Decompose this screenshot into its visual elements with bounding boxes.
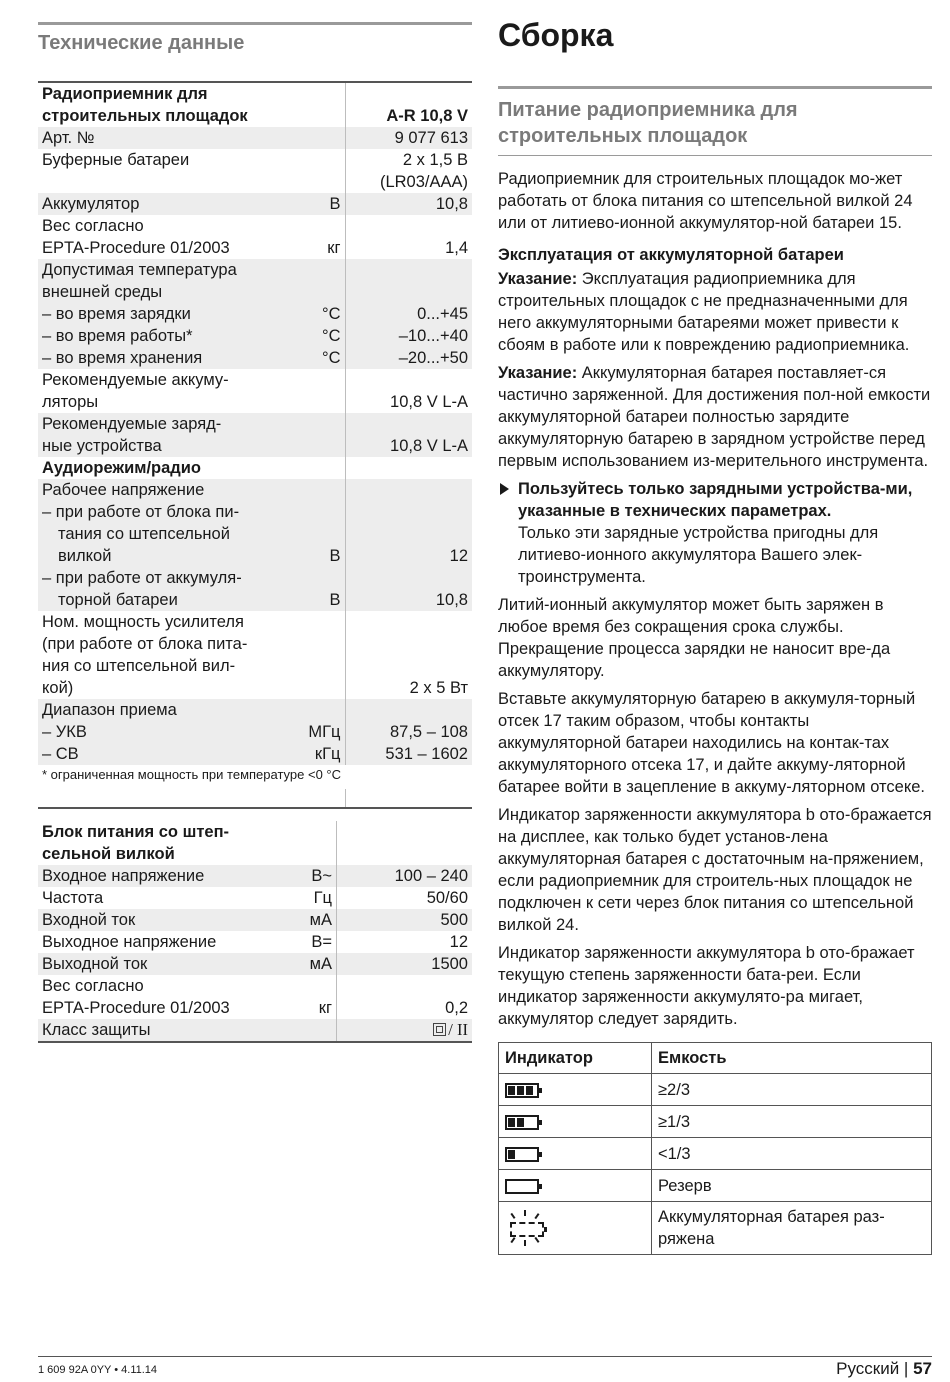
table-row: Аккумулятор В 10,8	[38, 193, 472, 215]
note-paragraph: Указание: Эксплуатация радиоприемника для строительных площадок с не предназначенными для него аккумуляторными батареями может привести к сбоям в работе или к повреждению радиоприемника.	[498, 270, 910, 354]
battery-operation-subheading: Эксплуатация от аккумуляторной батареи	[498, 246, 844, 264]
table-row	[38, 789, 472, 808]
table-row: Рекомендуемые заряд- ные устройства 10,8 V L-A	[38, 413, 472, 457]
audio-heading: Аудиорежим/радио	[42, 459, 201, 477]
table-row: Входное напряжение В~ 100 – 240	[38, 865, 472, 887]
instruction-bullet: Пользуйтесь только зарядными устройства-ми, указанные в технических параметрах. Только эти зарядные устройства пригодны для литиево-ионного аккумулятора Вашего элек-троинструмента.	[498, 478, 932, 588]
protection-class-icon	[433, 1023, 446, 1036]
table-row: ≥1/3	[499, 1106, 932, 1138]
battery-empty-icon	[505, 1179, 539, 1194]
psu-spec-table	[38, 821, 472, 1043]
psu-title-line1: Блок питания со штеп-	[42, 823, 230, 841]
table-row: Аккумуляторная батарея раз-ряжена	[499, 1202, 932, 1255]
table-row	[38, 821, 472, 865]
paragraph: Вставьте аккумуляторную батарею в аккумуля-торный отсек 17 таким образом, чтобы контакты аккумуляторной батареи находились на контак-тах аккумуляторного отсека 17, и дайте аккуму-ляторной батарее войти в зацепление в аккуму-ляторном отсеке.	[498, 690, 926, 796]
footer-separator: |	[903, 1359, 909, 1378]
table-row: Частота Гц 50/60	[42, 889, 468, 907]
assembly-column	[498, 14, 932, 1255]
battery-2-bars-icon	[505, 1115, 539, 1130]
table-row: ≥2/3	[499, 1074, 932, 1106]
radio-title-line1: Радиоприемник для	[42, 85, 208, 103]
temperature-footnote: * ограниченная мощность при температуре <0 °C	[42, 767, 342, 782]
table-row: <1/3	[499, 1138, 932, 1170]
page-footer	[836, 1359, 932, 1379]
indicator-column-header: Индикатор	[499, 1043, 652, 1074]
note-paragraph: Указание: Аккумуляторная батарея поставляет-ся частично заряженной. Для достижения пол-ной емкости аккумуляторной батареи полностью зарядите аккумуляторную батарею в зарядном устройстве перед первым использованием из-мерительного инструмента.	[498, 364, 931, 470]
table-row: Входной ток мА 500	[38, 909, 472, 931]
document-code: 1 609 92A 0YY • 4.11.14	[38, 1364, 158, 1376]
technical-data-heading: Технические данные	[38, 22, 472, 61]
table-row	[38, 82, 472, 127]
model-name: A-R 10,8 V	[345, 82, 472, 127]
table-row: Диапазон приема – УКВ – СВ МГц кГц 87,5 – 108 531 – 1602	[38, 699, 472, 765]
page-number: 57	[913, 1359, 932, 1378]
psu-title-line2: сельной вилкой	[42, 845, 175, 863]
radio-title-line2: строительных площадок	[42, 107, 248, 125]
indicator-table	[498, 1042, 932, 1255]
table-row: Буферные батареи 2 x 1,5 В (LR03/AAA)	[42, 151, 468, 191]
page-title: Сборка	[498, 17, 614, 53]
arrow-bullet-icon	[500, 483, 509, 495]
battery-3-bars-icon	[505, 1083, 539, 1098]
battery-flashing-icon	[505, 1208, 545, 1248]
table-row: Ном. мощность усилителя (при работе от блока пита- ния со штепсельной вил- кой) 2 x 5 Вт	[42, 613, 468, 697]
table-row: Вес согласно EPTA-Procedure 01/2003 кг 0,2	[42, 977, 468, 1017]
paragraph: Индикатор заряженности аккумулятора b ото-бражается на дисплее, как только будет установ-лена аккумуляторная батарея с достаточным на-пряжением, если радиоприемник для строитель-ных площадок не подключен к сети через блок питания со штепсельной вилкой 24.	[498, 806, 932, 934]
table-row: Допустимая температура внешней среды – во время зарядки – во время работы* – во время хранения °C °C °C 0...+45 –10...+40 –20...+50	[38, 259, 472, 369]
paragraph: Литий-ионный аккумулятор может быть заряжен в любое время без сокращения срока службы. Прекращение процесса зарядки не наносит вре-да аккумулятору.	[498, 596, 891, 680]
footer-divider	[38, 1356, 932, 1357]
table-row: Класс защиты / II	[38, 1019, 472, 1042]
table-row: Выходное напряжение В= 12	[42, 933, 468, 951]
radio-spec-table	[38, 81, 472, 809]
table-row: Выходной ток мА 1500	[38, 953, 472, 975]
table-row: Арт. № 9 077 613	[38, 127, 472, 149]
table-row: Резерв	[499, 1170, 932, 1202]
table-row: Рабочее напряжение – при работе от блока пи- тания со штепсельной вилкой – при работе от аккумуля- торной батареи В В 12 10,8	[38, 479, 472, 611]
table-row: Рекомендуемые аккуму- ляторы 10,8 V L-A	[42, 371, 468, 411]
capacity-column-header: Емкость	[652, 1043, 932, 1074]
section-divider	[498, 155, 932, 156]
paragraph: Радиоприемник для строительных площадок мо-жет работать от блока питания со штепсельной вилкой 24 или от литиево-ионной аккумулятор-ной батареи 15.	[498, 170, 913, 232]
table-header-row	[499, 1043, 932, 1074]
footer-language: Русский	[836, 1359, 900, 1378]
technical-data-column	[38, 22, 472, 1043]
power-section-heading: Питание радиоприемника для строительных площадок	[498, 86, 932, 155]
table-row	[38, 765, 472, 789]
battery-1-bar-icon	[505, 1147, 539, 1162]
table-row	[38, 457, 472, 479]
paragraph: Индикатор заряженности аккумулятора b ото-бражает текущую степень заряженности бата-реи. Если индикатор заряженности аккумулято-ра мигает, аккумулятор следует зарядить.	[498, 944, 915, 1028]
table-row: Вес согласно EPTA-Procedure 01/2003 кг 1,4	[42, 217, 468, 257]
